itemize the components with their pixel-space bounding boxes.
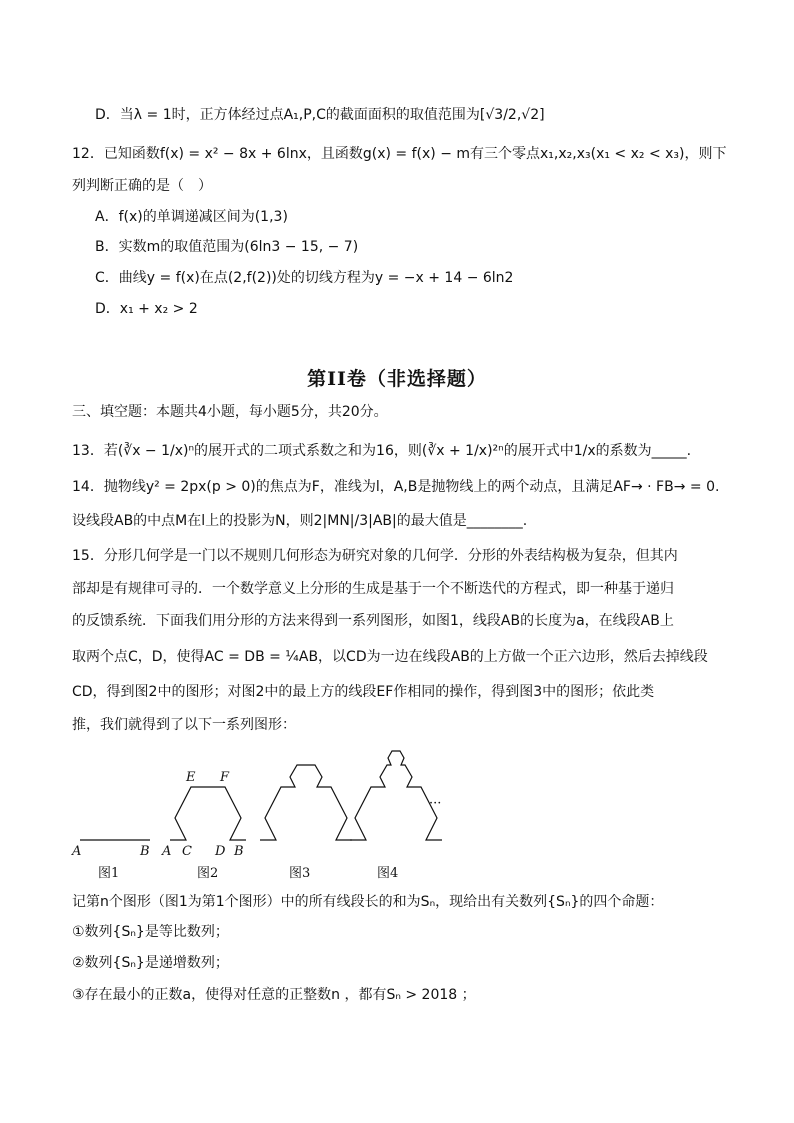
fig2-label-c: C: [182, 844, 192, 859]
fractal-figure: [60, 735, 480, 885]
section-intro: 三、填空题：本题共4小题，每小题5分，共20分。: [72, 404, 388, 420]
section-title: 第II卷（非选择题）: [307, 368, 487, 390]
q13-text: 13．若(∛x − 1/x)ⁿ的展开式的二项式系数之和为16，则(∛x + 1/x)²ⁿ的展开式中1/x的系数为_____.: [72, 443, 692, 459]
q14-line1: 14．抛物线y² = 2px(p > 0)的焦点为F，准线为l，A,B是抛物线上的两个动点，且满足AF→ · FB→ = 0.: [72, 479, 720, 495]
q11-option-d: D．当λ = 1时，正方体经过点A₁,P,C的截面面积的取值范围为[√3/2,√2]: [95, 107, 545, 123]
q15-proposition-3: ③存在最小的正数a，使得对任意的正整数n ，都有Sₙ > 2018 ；: [72, 987, 476, 1003]
q15-after-line1: 记第n个图形（图1为第1个图形）中的所有线段长的和为Sₙ，现给出有关数列{Sₙ}的四个命题：: [72, 894, 664, 910]
label-b: B: [140, 844, 150, 859]
caption-fig1: 图1: [98, 866, 120, 881]
q12-option-b: B．实数m的取值范围为(6ln3 − 15, − 7): [95, 239, 359, 255]
fig2-shape: [170, 787, 246, 840]
label-a: A: [72, 844, 82, 859]
q15-proposition-1: ①数列{Sₙ}是等比数列；: [72, 924, 229, 940]
fig2-label-b: B: [234, 844, 244, 859]
q12-option-d: D．x₁ + x₂ > 2: [95, 301, 198, 317]
fig2-label-f: F: [220, 770, 230, 785]
q12-option-a: A．f(x)的单调递减区间为(1,3): [95, 209, 288, 225]
caption-fig2: 图2: [197, 866, 219, 881]
caption-fig3: 图3: [289, 866, 311, 881]
q15-line5: CD，得到图2中的图形；对图2中的最上方的线段EF作相同的操作，得到图3中的图形；依此类: [72, 684, 655, 700]
q15-line4: 取两个点C，D，使得AC = DB = ¼AB，以CD为一边在线段AB的上方做一个正六边形，然后去掉线段: [72, 649, 708, 665]
q15-line3: 的反馈系统．下面我们用分形的方法来得到一系列图形，如图1，线段AB的长度为a，在线段AB上: [72, 613, 674, 629]
figure-ellipsis: ···: [429, 796, 442, 811]
fig2-label-e: E: [186, 770, 196, 785]
q15-line1: 15．分形几何学是一门以不规则几何形态为研究对象的几何学．分形的外表结构极为复杂，但其内: [72, 548, 678, 564]
caption-fig4: 图4: [377, 866, 399, 881]
q12-stem-line2: 列判断正确的是（ ）: [72, 178, 212, 194]
q12-stem-line1: 12．已知函数f(x) = x² − 8x + 6lnx，且函数g(x) = f(x) − m有三个零点x₁,x₂,x₃(x₁ < x₂ < x₃)，则下: [72, 146, 727, 162]
fig2-label-d: D: [215, 844, 226, 859]
q14-line2: 设线段AB的中点M在l上的投影为N，则2|MN|/3|AB|的最大值是________.: [72, 513, 528, 529]
fig3-shape: [260, 765, 352, 840]
q15-line2: 部却是有规律可寻的．一个数学意义上分形的生成是基于一个不断迭代的方程式，即一种基于递归: [72, 581, 674, 597]
fig2-label-a: A: [162, 844, 172, 859]
q15-line6: 推，我们就得到了以下一系列图形：: [72, 717, 296, 733]
q12-option-c: C．曲线y = f(x)在点(2,f(2))处的切线方程为y = −x + 14 − 6ln2: [95, 270, 514, 286]
q15-proposition-2: ②数列{Sₙ}是递增数列；: [72, 955, 229, 971]
